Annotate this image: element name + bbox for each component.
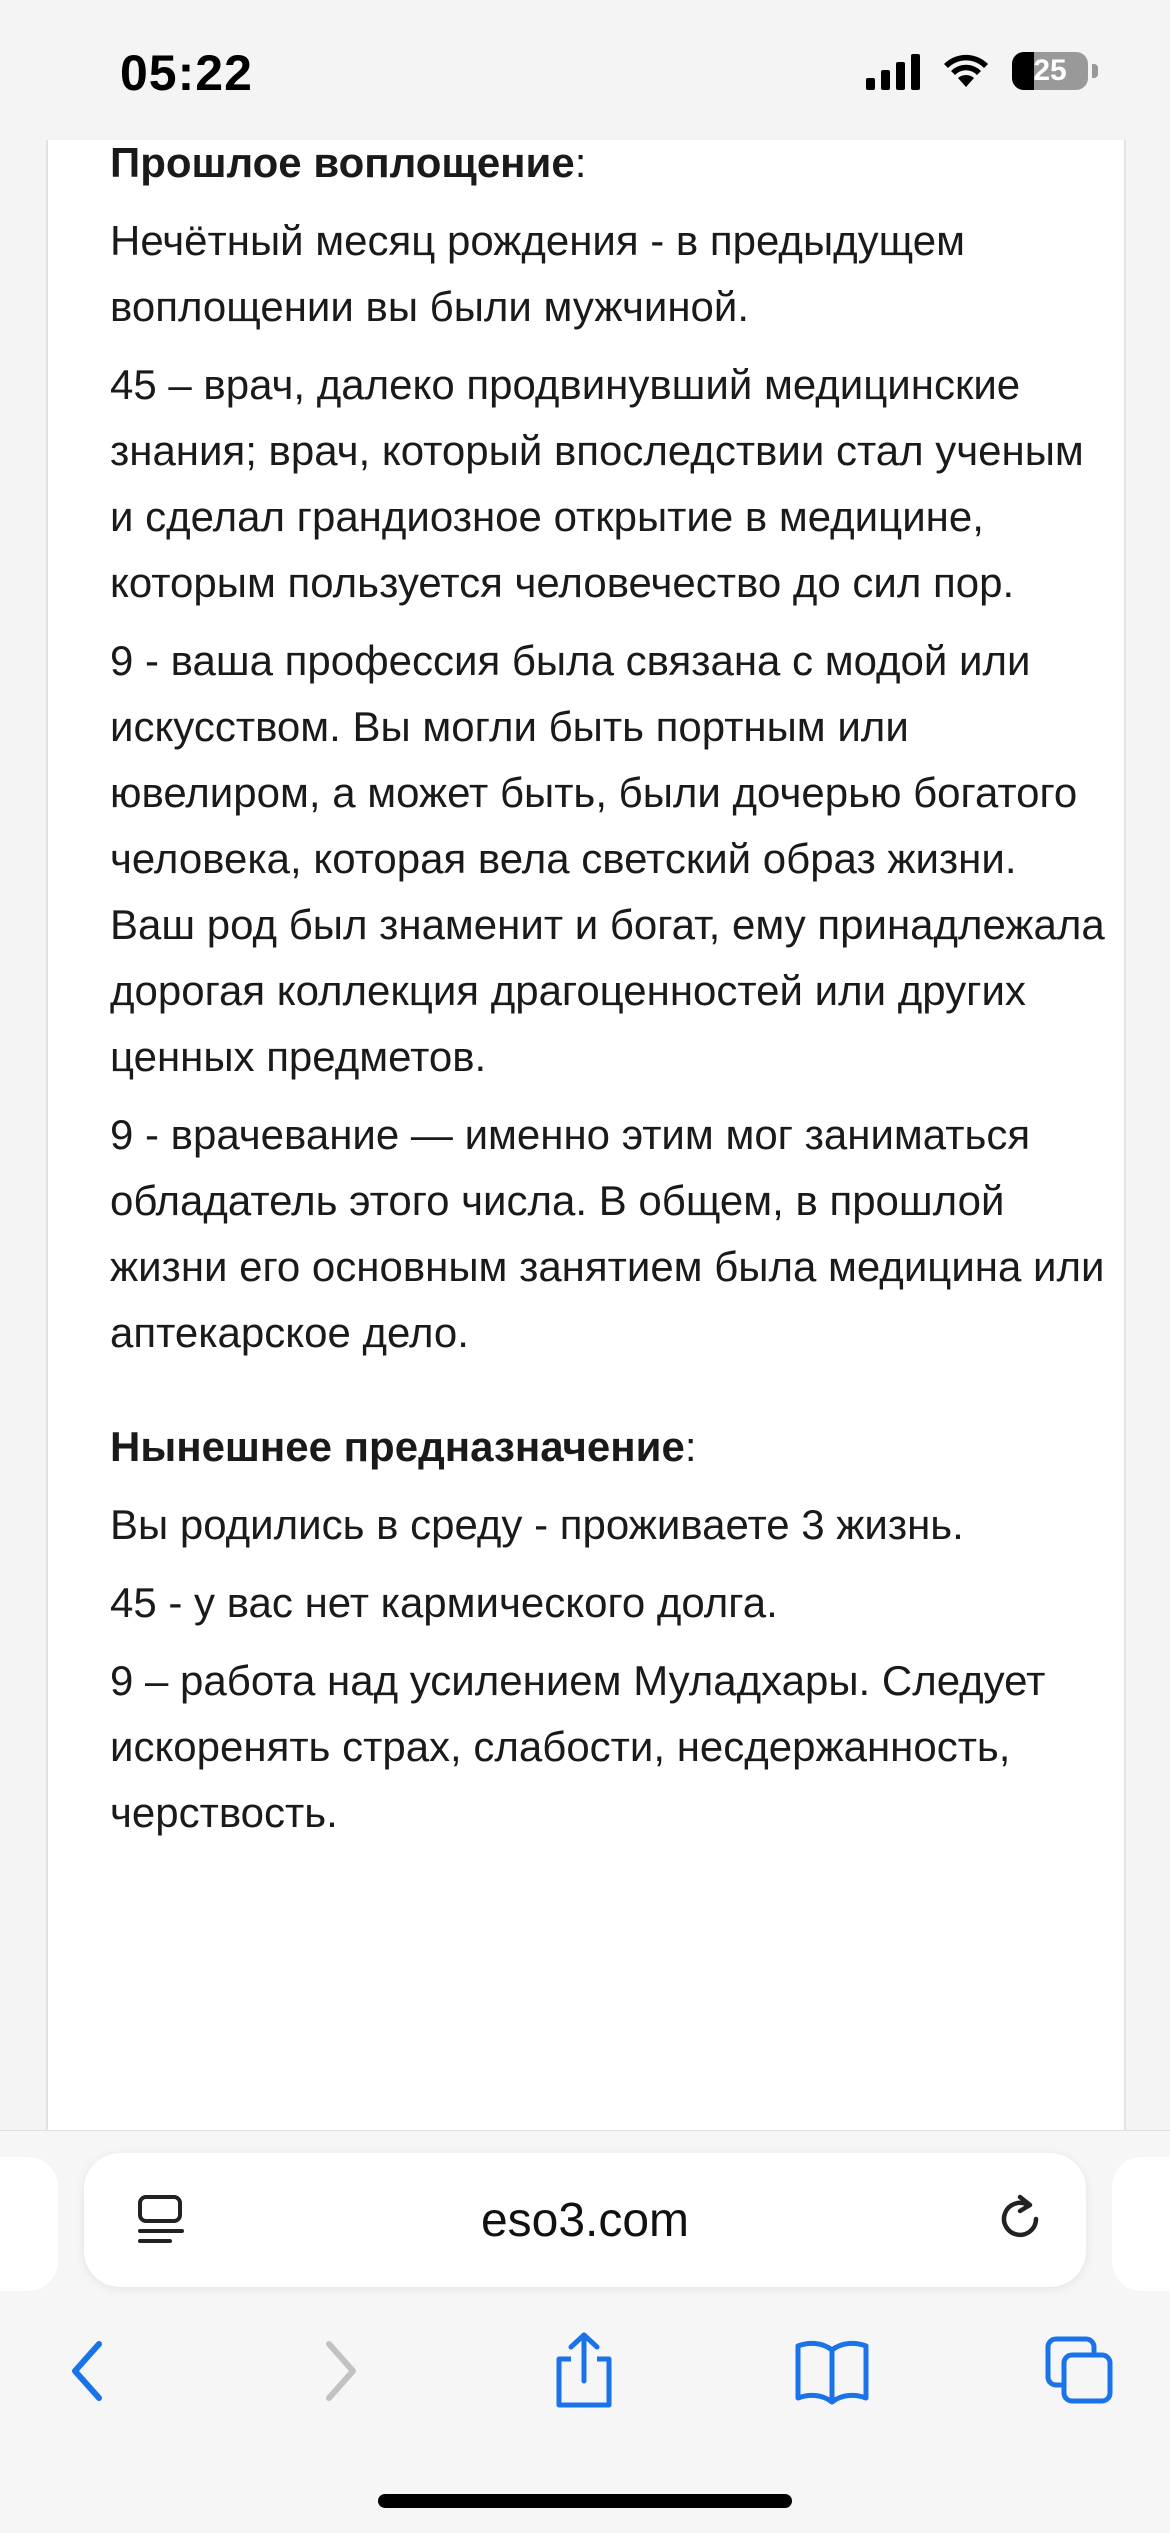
tabs-icon <box>1042 2333 1118 2409</box>
back-icon <box>63 2336 113 2406</box>
previous-tab-preview[interactable] <box>0 2157 58 2291</box>
url-text[interactable]: eso3.com <box>480 2194 690 2247</box>
section-heading-past: Прошлое воплощение: <box>110 140 587 186</box>
share-button[interactable] <box>534 2321 634 2421</box>
paragraph: 45 – врач, далеко продвинувший медицинские знания; врач, который впоследствии стал ученым и сделал грандиозное открытие в медицине, которым пользуется человечество до сил пор. <box>110 361 1084 606</box>
status-icons <box>866 52 1098 90</box>
reload-icon[interactable] <box>990 2189 1050 2249</box>
back-button[interactable] <box>38 2321 138 2421</box>
forward-icon <box>315 2336 365 2406</box>
status-time: 05:22 <box>120 45 253 101</box>
next-tab-preview[interactable] <box>1112 2157 1170 2291</box>
article <box>110 140 1110 1858</box>
browser-toolbar <box>0 2321 1170 2461</box>
paragraph: Нечётный месяц рождения - в предыдущем воплощении вы были мужчиной. <box>110 217 965 330</box>
battery-icon <box>1012 52 1098 90</box>
battery-level: 25 <box>1033 54 1067 87</box>
share-icon <box>549 2331 619 2411</box>
paragraph: Вы родились в среду - проживаете 3 жизнь. <box>110 1501 964 1548</box>
bookmarks-icon <box>792 2336 872 2406</box>
bookmarks-button[interactable] <box>782 2321 882 2421</box>
status-bar <box>0 0 1170 140</box>
paragraph: 9 - врачевание — именно этим мог заниматься обладатель этого числа. В общем, в прошлой жизни его основным занятием была медицина или аптекарское дело. <box>110 1111 1105 1356</box>
browser-bottom-bar <box>0 2130 1170 2533</box>
wifi-icon <box>942 53 990 89</box>
home-indicator[interactable] <box>378 2494 792 2508</box>
section-heading-present: Нынешнее предназначение: <box>110 1423 697 1470</box>
address-bar[interactable] <box>84 2153 1086 2287</box>
forward-button[interactable] <box>290 2321 390 2421</box>
signal-icon <box>866 52 920 90</box>
tabs-button[interactable] <box>1030 2321 1130 2421</box>
paragraph: 9 - ваша профессия была связана с модой или искусством. Вы могли быть портным или ювелиром, а может быть, были дочерью богатого человека, которая вела светский образ жизни. Ваш род был знаменит и богат, ему принадлежала дорогая коллекция драгоценностей или других ценных предметов. <box>110 637 1105 1080</box>
web-page <box>46 140 1126 2130</box>
paragraph: 45 - у вас нет кармического долга. <box>110 1579 778 1626</box>
paragraph: 9 – работа над усилением Муладхары. Следует искоренять страх, слабости, несдержанность, черствость. <box>110 1657 1046 1836</box>
